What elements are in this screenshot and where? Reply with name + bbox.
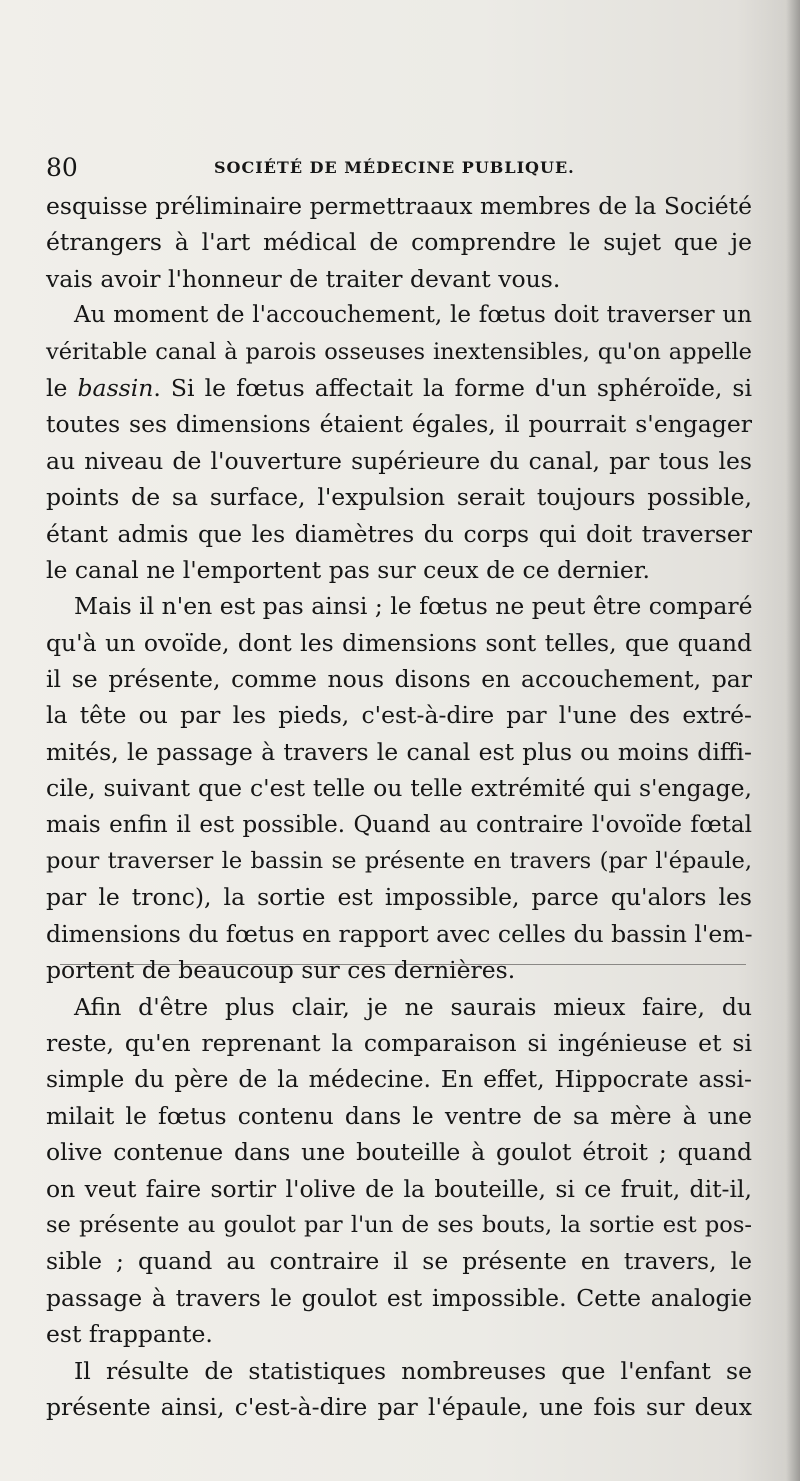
text-line: points de sa surface, l'expulsion serait toujours possible, <box>46 483 752 512</box>
text-line: présente ainsi, c'est-à-dire par l'épaule, une fois sur deux <box>46 1392 752 1421</box>
text-line: se présente au goulot par l'un de ses bouts, la sortie est pos- <box>46 1211 752 1238</box>
text-line: Afin d'être plus clair, je ne saurais mieux faire, du <box>74 992 752 1021</box>
text-line: passage à travers le goulot est impossible. Cette analogie <box>46 1283 752 1312</box>
page-header <box>46 148 746 188</box>
text-line: étant admis que les diamètres du corps qui doit traverser <box>46 519 752 548</box>
text-line: portent de beaucoup sur ces dernières. <box>46 956 516 985</box>
running-title: SOCIÉTÉ DE MÉDECINE PUBLIQUE. <box>214 158 575 177</box>
page-number: 80 <box>46 153 78 182</box>
text-line: sible ; quand au contraire il se présente en travers, le <box>46 1247 752 1276</box>
text-line: Au moment de l'accouchement, le fœtus doit traverser un <box>74 302 752 329</box>
text-line: est frappante. <box>46 1320 213 1349</box>
text-line: olive contenue dans une bouteille à goulot étroit ; quand <box>46 1138 752 1167</box>
text-line: esquisse préliminaire permettraaux membres de la Société <box>46 192 752 220</box>
emphasized-term: bassin <box>77 373 154 402</box>
text-line: vais avoir l'honneur de traiter devant vous. <box>46 264 561 293</box>
text-line: cile, suivant que c'est telle ou telle extrémité qui s'engage, <box>46 774 752 803</box>
text-line: Il résulte de statistiques nombreuses que l'enfant se <box>74 1356 752 1385</box>
body-text <box>46 188 752 1425</box>
text-line: par le tronc), la sortie est impossible, parce qu'alors les <box>46 883 752 912</box>
text-line: simple du père de la médecine. En effet, Hippocrate assi- <box>46 1065 752 1094</box>
text-line: il se présente, comme nous disons en accouchement, par <box>46 665 752 694</box>
text-line: le bassin. Si le fœtus affectait la forme d'un sphéroïde, si <box>46 373 752 402</box>
text-line: pour traverser le bassin se présente en travers (par l'épaule, <box>46 848 752 875</box>
text-line: la tête ou par les pieds, c'est-à-dire par l'une des extré- <box>46 701 752 730</box>
text-line: qu'à un ovoïde, dont les dimensions sont telles, que quand <box>46 628 752 657</box>
text-line: reste, qu'en reprenant la comparaison si ingénieuse et si <box>46 1028 752 1057</box>
text-line: étrangers à l'art médical de comprendre le sujet que je <box>46 228 752 257</box>
text-line: mais enfin il est possible. Quand au contraire l'ovoïde fœtal <box>46 811 752 838</box>
text-line: mités, le passage à travers le canal est plus ou moins diffi- <box>46 737 752 766</box>
text-line: Mais il n'en est pas ainsi ; le fœtus ne peut être comparé <box>74 592 753 621</box>
text-line: au niveau de l'ouverture supérieure du canal, par tous les <box>46 446 752 475</box>
text-line: milait le fœtus contenu dans le ventre de sa mère à une <box>46 1101 752 1130</box>
text-line: on veut faire sortir l'olive de la bouteille, si ce fruit, dit-il, <box>46 1174 752 1203</box>
text-line: dimensions du fœtus en rapport avec celles du bassin l'em- <box>46 919 753 948</box>
text-line: le canal ne l'emportent pas sur ceux de ce dernier. <box>46 555 650 584</box>
text-line: toutes ses dimensions étaient égales, il pourrait s'engager <box>46 410 752 439</box>
text-line: véritable canal à parois osseuses inextensibles, qu'on appelle <box>46 338 752 365</box>
page-edge-shadow <box>786 0 800 1481</box>
